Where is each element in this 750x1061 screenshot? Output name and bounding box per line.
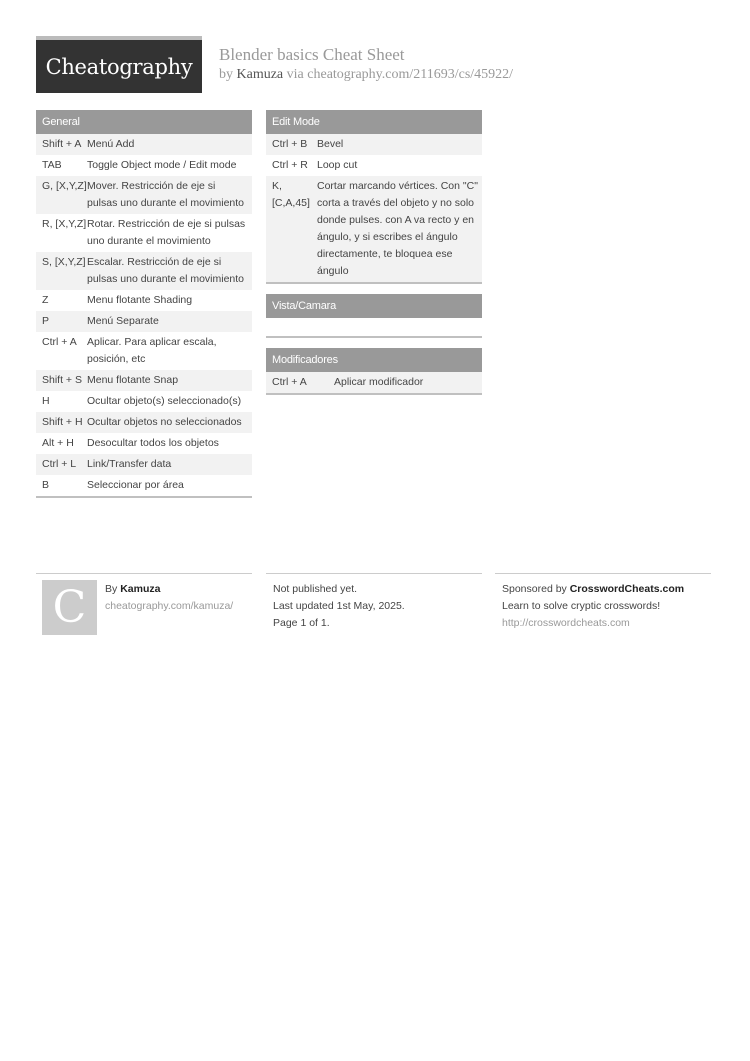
shortcut-description: Mover. Restricción de eje si pulsas uno durante el movimiento xyxy=(87,180,245,209)
section-title: General xyxy=(36,110,252,134)
shortcut-key: Ctrl + R xyxy=(272,159,308,171)
page-count: Page 1 of 1. xyxy=(273,617,330,629)
sponsor-tagline: Learn to solve cryptic crosswords! xyxy=(502,600,661,612)
shortcut-description: Toggle Object mode / Edit mode xyxy=(87,159,237,171)
shortcut-description: Cortar marcando vértices. Con "C" corta a través del objeto y no solo donde pulses. con A va recto y en ángulo, y si escribes el ángulo directamente, te bloquea ese ángulo xyxy=(317,180,478,277)
table-row xyxy=(266,176,482,282)
sheet-url-link[interactable]: cheatography.com/211693/cs/45922/ xyxy=(307,67,514,82)
section-rows xyxy=(36,134,252,496)
table-row xyxy=(266,372,482,393)
table-row xyxy=(36,475,252,496)
shortcut-key: R, [X,Y,Z] xyxy=(42,218,87,230)
table-row xyxy=(36,252,252,290)
table-row xyxy=(36,176,252,214)
section-vista-camara xyxy=(266,294,482,338)
via-label: via xyxy=(286,67,304,82)
shortcut-key: H xyxy=(42,395,50,407)
shortcut-description: Desocultar todos los objetos xyxy=(87,437,219,449)
cheatography-logo[interactable] xyxy=(36,36,202,93)
footer-divider xyxy=(266,573,482,574)
shortcut-key: Ctrl + A xyxy=(42,336,77,348)
shortcut-key: Z xyxy=(42,294,49,306)
shortcut-key: K, [C,A,45] xyxy=(272,180,310,209)
last-updated: Last updated 1st May, 2025. xyxy=(273,600,405,612)
section-title: Modificadores xyxy=(266,348,482,372)
table-row xyxy=(36,433,252,454)
table-row xyxy=(36,454,252,475)
by-label: by xyxy=(219,67,233,82)
section-title: Vista/Camara xyxy=(266,294,482,318)
section-modificadores xyxy=(266,348,482,395)
shortcut-key: Ctrl + A xyxy=(272,376,307,388)
shortcut-description: Link/Transfer data xyxy=(87,458,172,470)
section-empty-body xyxy=(266,318,482,336)
footer-author xyxy=(105,581,233,615)
shortcut-key: B xyxy=(42,479,50,491)
table-row xyxy=(36,311,252,332)
logo-text: Cheatography xyxy=(45,54,193,79)
column-1 xyxy=(36,110,252,508)
table-row xyxy=(36,155,252,176)
section-rows xyxy=(266,372,482,393)
section-rows xyxy=(266,134,482,282)
table-row xyxy=(36,214,252,252)
shortcut-key: Shift + A xyxy=(42,138,82,150)
footer-divider xyxy=(495,573,711,574)
footer-author-url[interactable]: cheatography.com/kamuza/ xyxy=(105,600,234,612)
table-row xyxy=(36,290,252,311)
shortcut-description: Aplicar modificador xyxy=(334,376,424,388)
footer-divider xyxy=(36,573,252,574)
page-title: Blender basics Cheat Sheet xyxy=(219,45,405,64)
shortcut-description: Bevel xyxy=(317,138,344,150)
section-edit-mode xyxy=(266,110,482,284)
shortcut-key: TAB xyxy=(42,159,62,171)
column-2 xyxy=(266,110,482,405)
sponsor-url[interactable]: http://crosswordcheats.com xyxy=(502,617,630,629)
shortcut-description: Rotar. Restricción de eje si pulsas uno durante el movimiento xyxy=(87,218,246,247)
shortcut-key: Shift + S xyxy=(42,374,82,386)
shortcut-key: Alt + H xyxy=(42,437,74,449)
avatar-letter: C xyxy=(52,582,87,633)
shortcut-key: Shift + H xyxy=(42,416,83,428)
shortcut-description: Aplicar. Para aplicar escala, posición, etc xyxy=(87,336,217,365)
table-row xyxy=(36,332,252,370)
table-row xyxy=(36,370,252,391)
shortcut-key: G, [X,Y,Z] xyxy=(42,180,87,192)
shortcut-description: Seleccionar por área xyxy=(87,479,184,491)
table-row xyxy=(36,134,252,155)
table-row xyxy=(36,412,252,433)
publish-status: Not published yet. xyxy=(273,583,358,595)
shortcut-description: Menu flotante Shading xyxy=(87,294,193,306)
table-row xyxy=(266,155,482,176)
footer-author-link[interactable]: Kamuza xyxy=(120,583,161,595)
shortcut-key: Ctrl + B xyxy=(272,138,308,150)
shortcut-key: P xyxy=(42,315,50,327)
sponsored-by-label: Sponsored by xyxy=(502,583,567,595)
section-general xyxy=(36,110,252,498)
shortcut-description: Ocultar objetos no seleccionados xyxy=(87,416,242,428)
footer-sponsor xyxy=(502,581,684,632)
footer-by-label: By xyxy=(105,583,118,595)
shortcut-description: Menu flotante Snap xyxy=(87,374,179,386)
shortcut-key: Ctrl + L xyxy=(42,458,77,470)
sponsor-link[interactable]: CrosswordCheats.com xyxy=(569,583,685,595)
avatar[interactable] xyxy=(42,580,97,635)
shortcut-description: Escalar. Restricción de eje si pulsas uno durante el movimiento xyxy=(87,256,245,285)
byline xyxy=(219,66,513,84)
shortcut-key: S, [X,Y,Z] xyxy=(42,256,86,268)
table-row xyxy=(266,134,482,155)
shortcut-description: Menú Separate xyxy=(87,315,159,327)
footer-meta xyxy=(273,581,405,632)
shortcut-description: Loop cut xyxy=(317,159,358,171)
table-row xyxy=(36,391,252,412)
shortcut-description: Ocultar objeto(s) seleccionado(s) xyxy=(87,395,242,407)
title-block xyxy=(219,44,513,84)
section-title: Edit Mode xyxy=(266,110,482,134)
author-link[interactable]: Kamuza xyxy=(236,67,284,82)
shortcut-description: Menú Add xyxy=(87,138,135,150)
